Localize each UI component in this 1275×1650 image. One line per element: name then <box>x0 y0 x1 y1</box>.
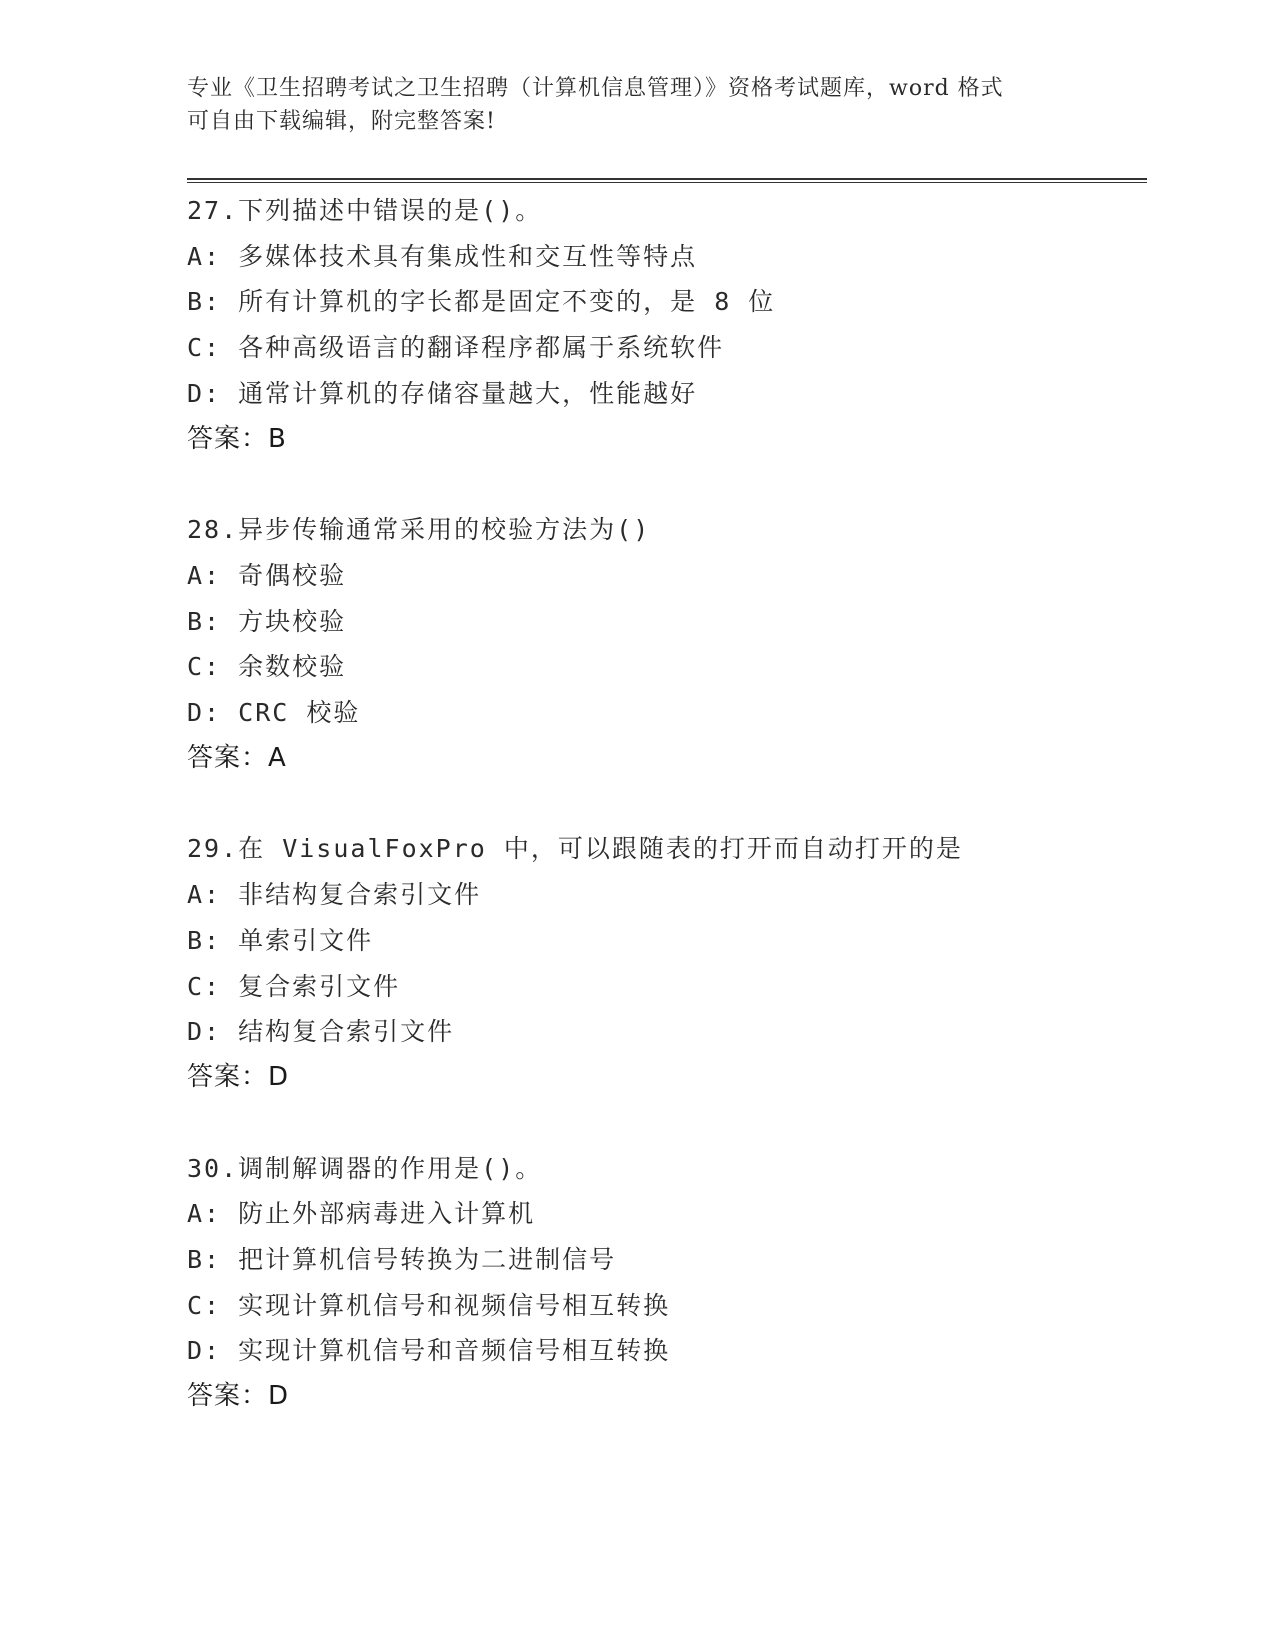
option-d: D: 结构复合索引文件 <box>187 1017 455 1047</box>
option-c: C: 实现计算机信号和视频信号相互转换 <box>187 1290 671 1320</box>
header-divider <box>187 178 1147 183</box>
question-29 <box>187 826 1147 1100</box>
question-stem: 28.异步传输通常采用的校验方法为() <box>187 515 651 545</box>
option-c: C: 复合索引文件 <box>187 971 401 1001</box>
answer-line: 答案：A <box>187 742 287 773</box>
option-b: B: 单索引文件 <box>187 925 374 955</box>
option-a: A: 非结构复合索引文件 <box>187 880 482 910</box>
option-c: C: 余数校验 <box>187 652 347 682</box>
question-30 <box>187 1146 1147 1420</box>
option-a: A: 防止外部病毒进入计算机 <box>187 1199 536 1229</box>
header-line-2: 可自由下载编辑，附完整答案! <box>187 109 496 134</box>
document-header <box>187 72 1087 138</box>
question-stem: 27.下列描述中错误的是()。 <box>187 196 543 225</box>
option-b: B: 方块校验 <box>187 606 347 636</box>
answer-line: 答案：D <box>187 1381 290 1412</box>
option-a: A: 多媒体技术具有集成性和交互性等特点 <box>187 241 698 271</box>
option-d: D: 通常计算机的存储容量越大，性能越好 <box>187 378 698 408</box>
question-stem: 29.在 VisualFoxPro 中，可以跟随表的打开而自动打开的是 <box>187 834 963 864</box>
option-b: B: 所有计算机的字长都是固定不变的，是 8 位 <box>187 287 776 317</box>
question-list <box>187 188 1147 1465</box>
answer-line: 答案：D <box>187 1061 290 1092</box>
answer-line: 答案：B <box>187 423 287 454</box>
question-stem: 30.调制解调器的作用是()。 <box>187 1153 543 1183</box>
option-a: A: 奇偶校验 <box>187 560 347 590</box>
option-b: B: 把计算机信号转换为二进制信号 <box>187 1245 617 1275</box>
question-27 <box>187 188 1147 462</box>
option-d: D: 实现计算机信号和音频信号相互转换 <box>187 1336 671 1366</box>
option-d: D: CRC 校验 <box>187 698 361 728</box>
header-line-1: 专业《卫生招聘考试之卫生招聘（计算机信息管理）》资格考试题库，word 格式 <box>187 76 1004 101</box>
option-c: C: 各种高级语言的翻译程序都属于系统软件 <box>187 333 725 363</box>
question-28 <box>187 507 1147 781</box>
